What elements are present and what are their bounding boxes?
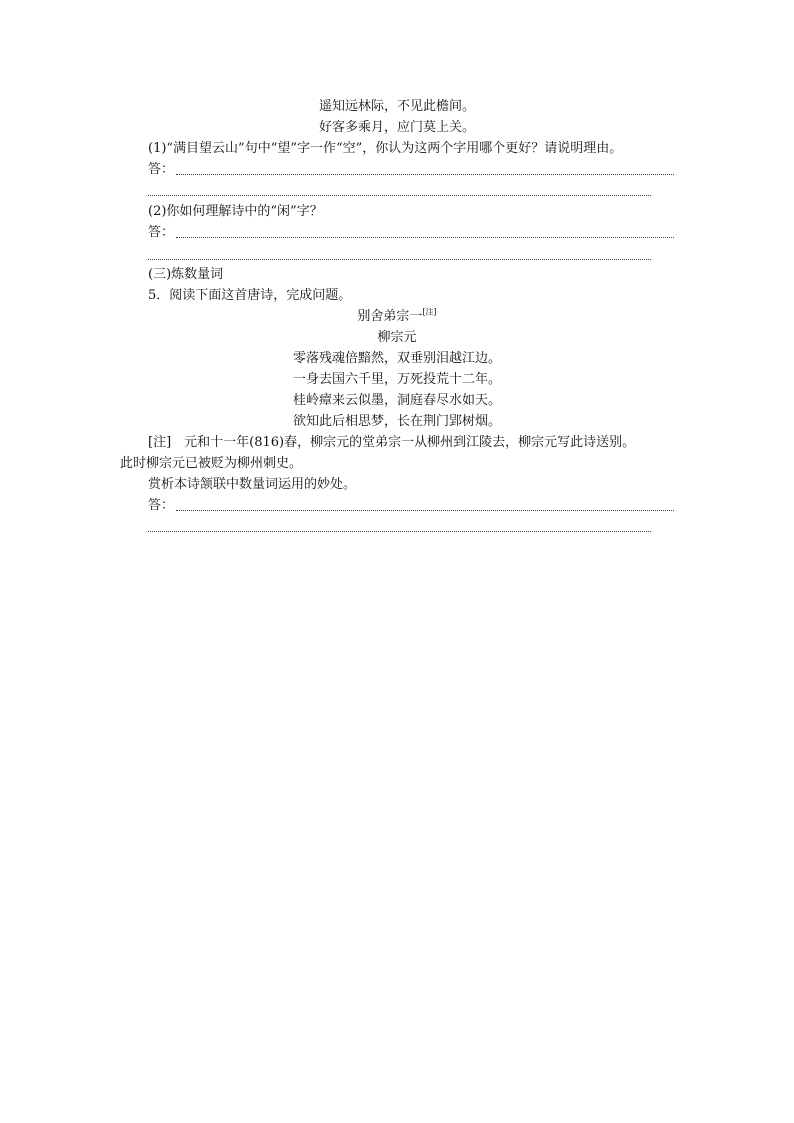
poem-note-line-1: [注] 元和十一年(816)春，柳宗元的堂弟宗一从柳州到江陵去，柳宗元写此诗送别。 [148, 435, 636, 450]
poem-line-3: 桂岭瘴来云似墨，洞庭春尽水如天。 [292, 393, 501, 408]
question-2-text: (2)你如何理解诗中的“闲”字？ [148, 204, 323, 219]
question-1-answer-label: 答： [148, 162, 175, 177]
poem-title-row [0, 307, 794, 327]
question-1-text: (1)“满目望云山”句中“望”字一作“空”，你认为这两个字用哪个更好？请说明理由。 [148, 141, 623, 156]
question-5-prompt: 赏析本诗颔联中数量词运用的妙处。 [148, 477, 357, 492]
question-5-answer-label: 答： [148, 498, 175, 513]
question-5-answer-line-2 [148, 531, 651, 532]
question-5-intro: 5．阅读下面这首唐诗，完成问题。 [148, 288, 352, 303]
question-5-answer-line [176, 510, 674, 511]
poem-title: 别舍弟宗一 [357, 309, 423, 324]
poem-line-2: 一身去国六千里，万死投荒十二年。 [292, 372, 501, 387]
question-1-answer-line-2 [148, 195, 651, 196]
poem-title-note-marker: [注] [422, 307, 437, 317]
poem-note-line-2: 此时柳宗元已被贬为柳州刺史。 [120, 456, 303, 471]
poem1-line-3: 遥知远林际，不见此檐间。 [318, 99, 475, 114]
question-1-answer-line [176, 174, 674, 175]
poem1-line-4: 好客多乘月，应门莫上关。 [318, 120, 475, 135]
poem-line-4: 欲知此后相思梦，长在荆门郢树烟。 [292, 414, 501, 429]
section-heading: (三)炼数量词 [148, 267, 224, 282]
question-2-answer-line-2 [148, 259, 651, 260]
question-2-answer-label: 答： [148, 225, 175, 240]
question-2-answer-line [176, 237, 674, 238]
poem-author: 柳宗元 [377, 330, 417, 345]
poem-line-1: 零落残魂倍黯然，双垂别泪越江边。 [292, 351, 501, 366]
